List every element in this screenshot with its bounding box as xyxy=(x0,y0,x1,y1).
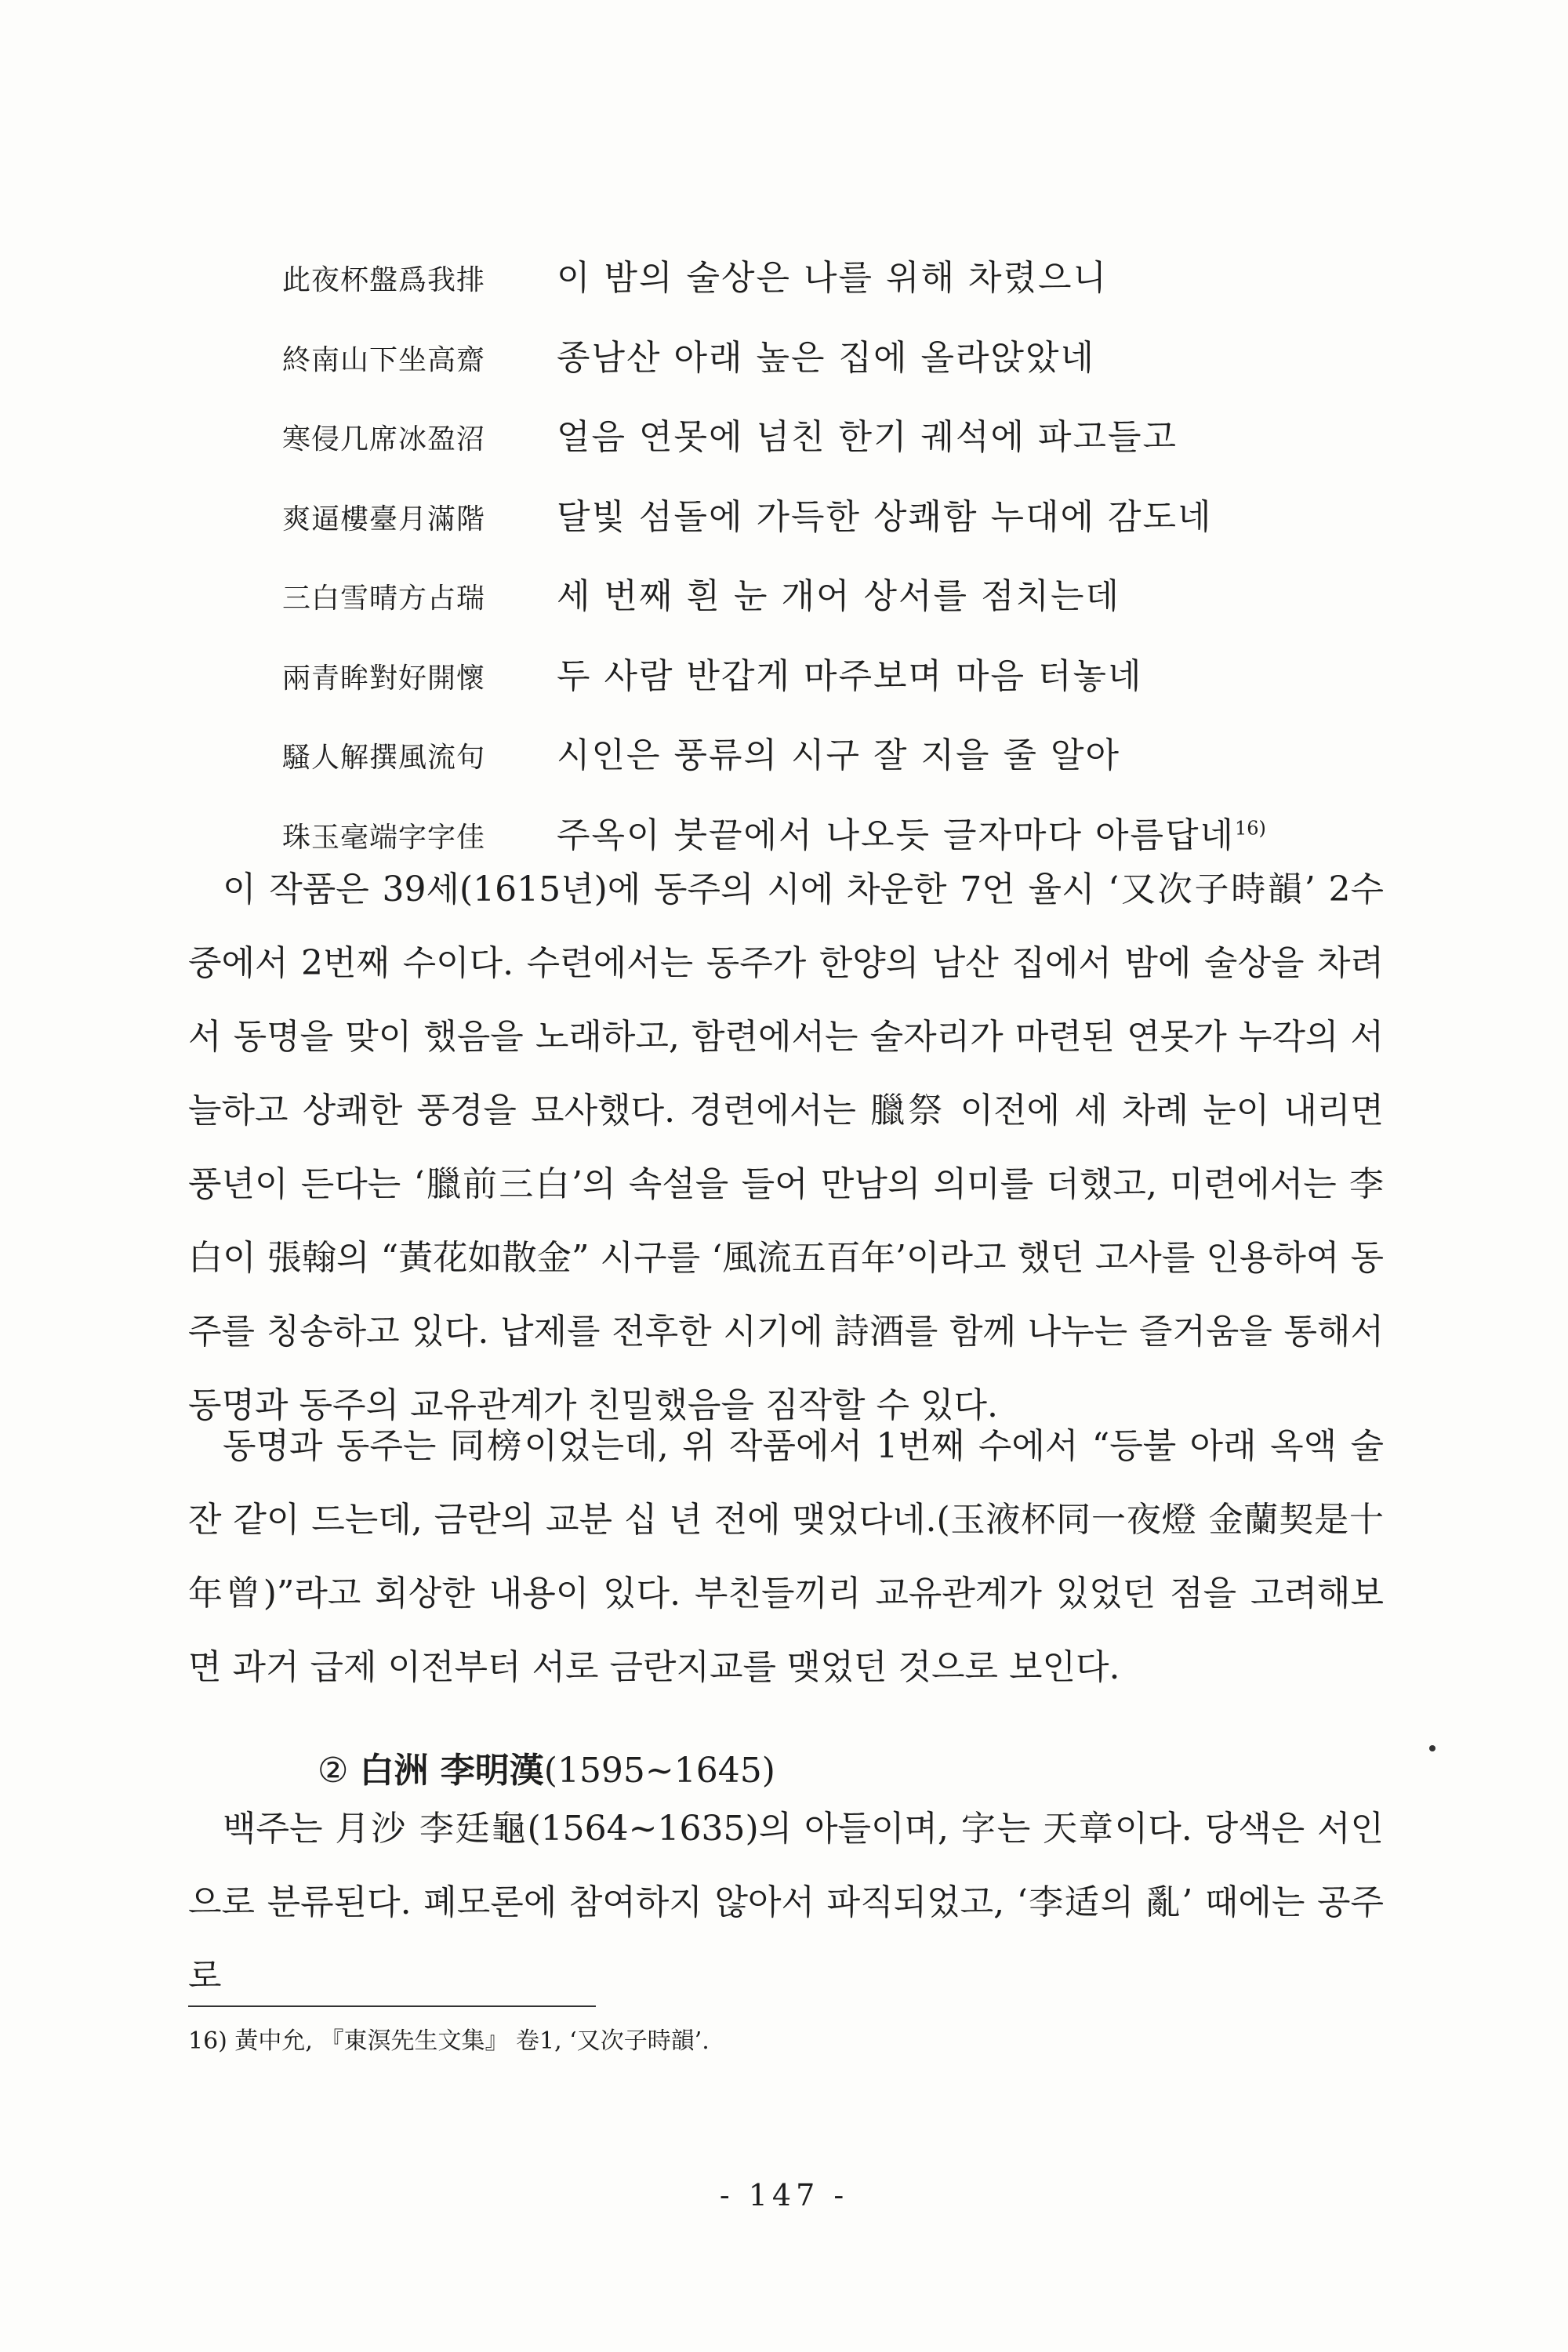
poem-translation xyxy=(557,329,1095,379)
poem-line xyxy=(282,488,1396,568)
commentary-paragraph: 동명과 동주는 同榜이었는데, 위 작품에서 1번째 수에서 “등불 아래 옥액 술잔 같이 드는데, 금란의 교분 십 년 전에 맺었다네.(玉液杯同一夜燈 金蘭契是十年曾)”라고 회상한 내용이 있다. 부친들끼리 교유관계가 있었던 점을 고려해보면 과거 급제 이전부터 서로 금란지교를 맺었던 것으로 보인다. xyxy=(188,1426,1384,1687)
poem-line xyxy=(282,568,1396,648)
section-marker: ② xyxy=(318,1751,349,1791)
poem-translation xyxy=(557,408,1178,459)
poem-hanja: 兩青眸對好開懷 xyxy=(282,662,486,695)
poem-hanja: 此夜杯盤爲我排 xyxy=(282,264,486,296)
poem-hanja: 終南山下坐高齋 xyxy=(282,343,486,376)
poem-translation-text: 시인은 풍류의 시구 잘 지을 줄 알아 xyxy=(557,735,1120,775)
poem-translation-text: 주옥이 붓끝에서 나오듯 글자마다 아름답네 xyxy=(557,815,1236,855)
biography-paragraph: 백주는 月沙 李廷龜(1564~1635)의 아들이며, 字는 天章이다. 당색은 서인으로 분류된다. 폐모론에 참여하지 않아서 파직되었고, ‘李适의 亂’ 때에는 공주로 xyxy=(188,1809,1384,1996)
poem-hanja: 三白雪晴方占瑞 xyxy=(282,583,486,615)
poem-line xyxy=(282,329,1396,409)
poem-translation xyxy=(557,568,1120,618)
poem-translation-text: 달빛 섬돌에 가득한 상쾌함 누대에 감도네 xyxy=(557,496,1213,537)
poem-hanja: 騷人解撰風流句 xyxy=(282,742,486,774)
page-number: - 147 - xyxy=(719,2178,849,2212)
poem-translation-text: 얼음 연못에 넘친 한기 궤석에 파고들고 xyxy=(557,417,1178,457)
poem-translation-text: 두 사람 반갑게 마주보며 마음 터놓네 xyxy=(557,655,1143,696)
poem-translation xyxy=(557,488,1213,539)
footnote: 16) 黃中允, 『東溟先生文集』 卷1, ‘又次子時韻’. xyxy=(188,2027,710,2055)
poem-translation xyxy=(557,648,1143,698)
poem-translation xyxy=(557,249,1108,299)
poem-translation-text: 종남산 아래 높은 집에 올라앉았네 xyxy=(557,337,1095,378)
poem-hanja: 珠玉毫端字字佳 xyxy=(282,821,486,854)
poem-line xyxy=(282,648,1396,728)
poem-line xyxy=(282,408,1396,488)
poem-line xyxy=(282,727,1396,807)
poem-translation-text: 세 번째 흰 눈 개어 상서를 점치는데 xyxy=(557,576,1120,616)
commentary-paragraph: 이 작품은 39세(1615년)에 동주의 시에 차운한 7언 율시 ‘又次子時韻’ 2수 중에서 2번째 수이다. 수련에서는 동주가 한양의 남산 집에서 밤에 술상을 차려서 동명을 맞이 했음을 노래하고, 함련에서는 술자리가 마련된 연못가 누각의 서늘하고 상쾌한 풍경을 묘사했다. 경련에서는 臘祭 이전에 세 차례 눈이 내리면 풍년이 든다는 ‘臘前三白’의 속설을 들어 만남의 의미를 더했고, 미련에서는 李白이 張翰의 “黃花如散金” 시구를 ‘風流五百年’이라고 했던 고사를 인용하여 동주를 칭송하고 있다. 납제를 전후한 시기에 詩酒를 함께 나누는 즐거움을 통해서 동명과 동주의 교유관계가 친밀했음을 짐작할 수 있다. xyxy=(188,869,1384,1425)
poem-hanja: 寒侵几席冰盈沼 xyxy=(282,423,486,456)
section-title: 白洲 李明漢 xyxy=(359,1751,544,1791)
poem-translation xyxy=(557,807,1266,857)
footnote-divider xyxy=(188,2005,596,2007)
poem xyxy=(282,249,1396,886)
poem-hanja: 爽逼樓臺月滿階 xyxy=(282,503,486,535)
section-years: (1595~1645) xyxy=(543,1751,775,1791)
poem-translation xyxy=(557,727,1120,777)
poem-line xyxy=(282,249,1396,329)
print-speck xyxy=(1429,1745,1436,1751)
footnote-ref: 16) xyxy=(1235,816,1266,839)
poem-translation-text: 이 밤의 술상은 나를 위해 차렸으니 xyxy=(557,258,1108,298)
